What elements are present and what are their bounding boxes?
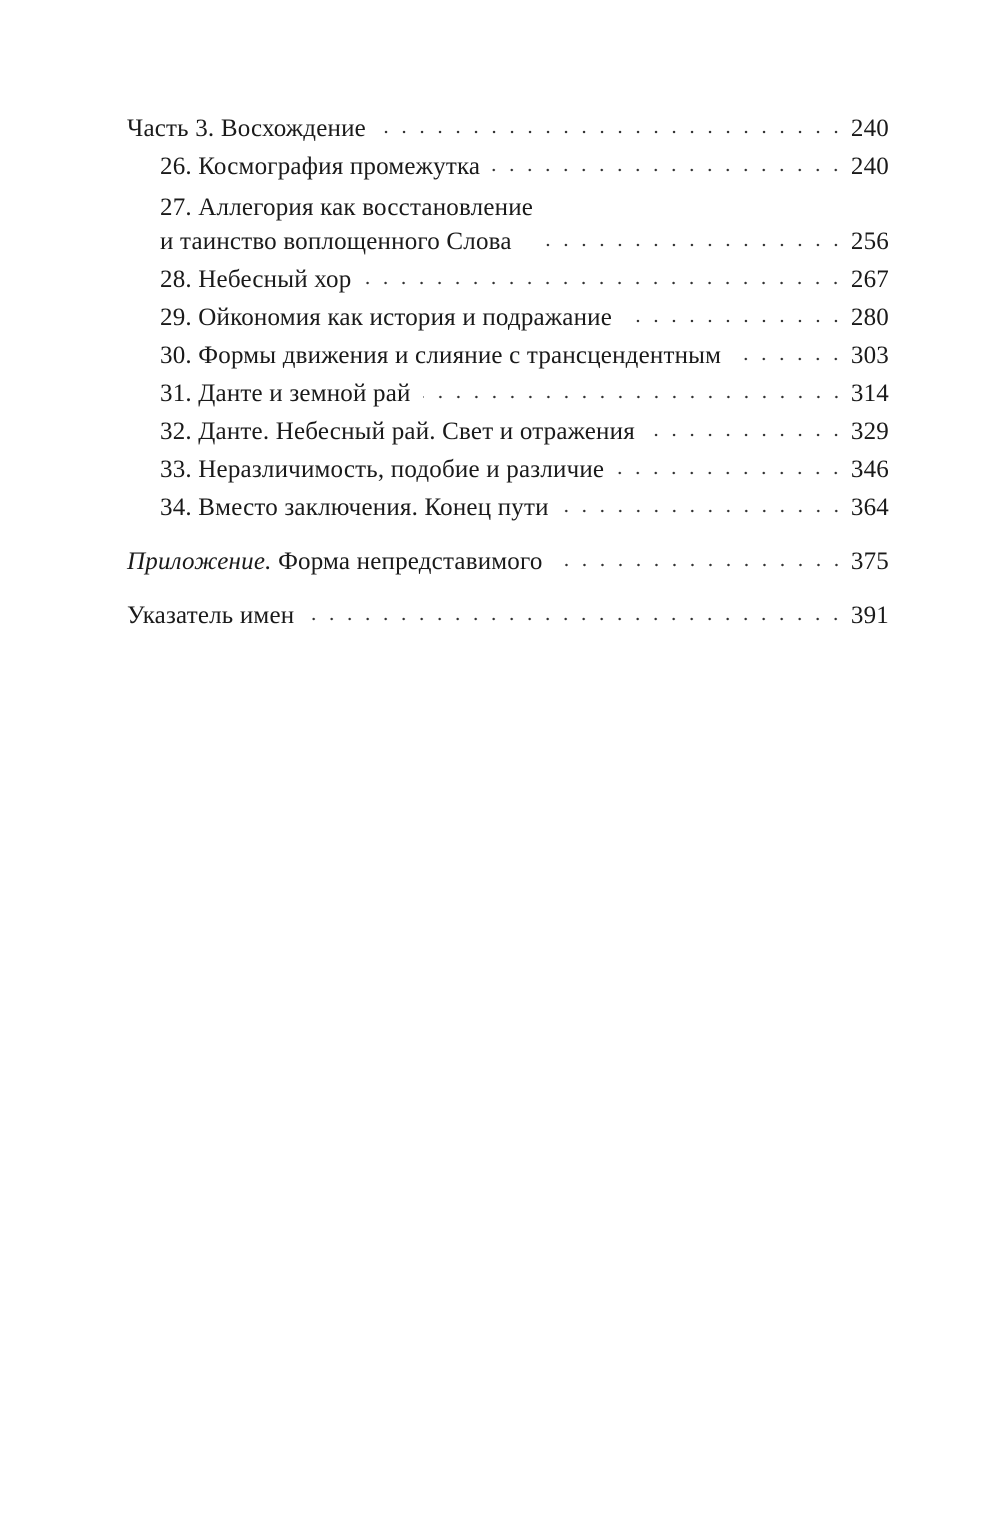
toc-entry-page: 391 <box>850 602 889 629</box>
dot-leader <box>624 317 845 325</box>
dot-leader <box>363 279 845 287</box>
dot-leader <box>555 561 845 569</box>
dot-leader <box>423 393 845 401</box>
toc-entry-chapter-31 <box>127 377 889 411</box>
toc-entry-title: 31. Данте и земной рай <box>160 380 411 407</box>
toc-entry-chapter-30 <box>127 339 889 373</box>
toc-entry-page: 314 <box>850 380 889 407</box>
toc-entry-chapter-27 <box>127 191 889 259</box>
toc-entry-chapter-26 <box>127 150 889 184</box>
table-of-contents <box>127 112 889 633</box>
toc-entry-page: 303 <box>850 342 889 369</box>
dot-leader <box>616 469 845 477</box>
toc-entry-page: 280 <box>850 304 889 331</box>
toc-entry-title: 33. Неразличимость, подобие и различие <box>160 456 605 483</box>
toc-entry-title: Указатель имен <box>127 602 295 629</box>
toc-entry-title: 30. Формы движения и слияние с трансцендентным <box>160 342 722 369</box>
toc-entry-index <box>127 599 889 633</box>
toc-entry-chapter-34 <box>127 491 889 525</box>
toc-entry-part-3 <box>127 112 889 146</box>
toc-entry-chapter-33 <box>127 453 889 487</box>
dot-leader <box>561 507 845 515</box>
toc-entry-title: 28. Небесный хор <box>160 266 352 293</box>
toc-entry-title: Часть 3. Восхождение <box>127 115 366 142</box>
toc-entry-page: 240 <box>850 115 889 142</box>
toc-entry-chapter-28 <box>127 263 889 297</box>
dot-leader <box>733 355 845 363</box>
toc-entry-page: 267 <box>850 266 889 293</box>
toc-entry-title: 29. Ойкономия как история и подражание <box>160 304 613 331</box>
toc-entry-title: 34. Вместо заключения. Конец пути <box>160 494 549 521</box>
dot-leader <box>545 241 845 249</box>
toc-entry-appendix <box>127 545 889 579</box>
dot-leader <box>378 128 845 136</box>
toc-entry-title: 26. Космография промежутка <box>160 153 481 180</box>
toc-entry-page: 364 <box>850 494 889 521</box>
toc-entry-page: 240 <box>850 153 889 180</box>
toc-entry-page: 346 <box>850 456 889 483</box>
toc-entry-chapter-32 <box>127 415 889 449</box>
toc-entry-page: 256 <box>850 228 889 255</box>
toc-entry-page: 329 <box>850 418 889 445</box>
dot-leader <box>306 615 845 623</box>
toc-entry-page: 375 <box>850 548 889 575</box>
toc-entry-title-line: и таинство воплощенного Слова <box>160 228 512 255</box>
dot-leader <box>492 166 845 174</box>
toc-entry-chapter-29 <box>127 301 889 335</box>
appendix-title: Форма непредставимого <box>278 548 543 575</box>
dot-leader <box>647 431 845 439</box>
toc-entry-title <box>127 545 543 579</box>
toc-entry-title <box>160 191 533 259</box>
toc-entry-title-line: 27. Аллегория как восстановление <box>160 194 534 221</box>
appendix-label: Приложение. <box>127 548 272 575</box>
toc-entry-title: 32. Данте. Небесный рай. Свет и отражения <box>160 418 635 445</box>
